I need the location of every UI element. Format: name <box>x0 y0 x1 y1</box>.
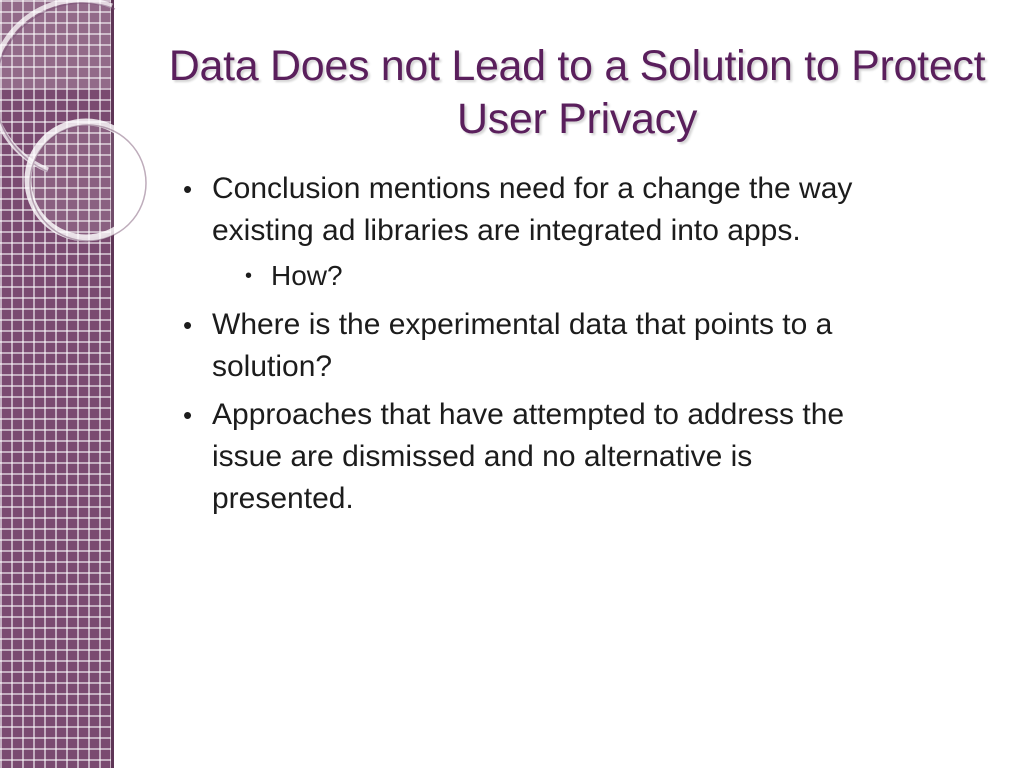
bullet-marker: • <box>183 310 193 340</box>
bullet-marker: • <box>183 174 193 204</box>
bullet-item-approaches <box>180 394 980 520</box>
bullet-text-line: solution? <box>212 350 333 383</box>
sidebar-edge <box>111 0 114 768</box>
bullet-text-line: Where is the experimental data that points to a <box>212 308 833 341</box>
bullet-text-line: Approaches that have attempted to address the <box>212 398 845 431</box>
sub-bullet-text: How? <box>271 260 343 291</box>
bullet-marker: • <box>183 400 193 430</box>
title-line-2: User Privacy <box>456 95 698 143</box>
bullet-text-line: existing ad libraries are integrated into apps. <box>212 214 801 247</box>
bullet-text-line: presented. <box>212 482 354 515</box>
sidebar-grid-pattern <box>0 0 113 768</box>
bullet-item-experimental-data <box>180 304 980 388</box>
sub-bullet-item-how <box>180 256 980 296</box>
bullet-text-line: issue are dismissed and no alternative is <box>212 440 753 473</box>
bullet-item-conclusion <box>180 168 980 252</box>
sub-bullet-marker: • <box>245 265 253 287</box>
title-line-1: Data Does not Lead to a Solution to Protect <box>168 42 986 90</box>
bullet-list <box>180 168 980 526</box>
bullet-text-line: Conclusion mentions need for a change the way <box>212 172 853 205</box>
slide-title <box>130 40 1024 146</box>
